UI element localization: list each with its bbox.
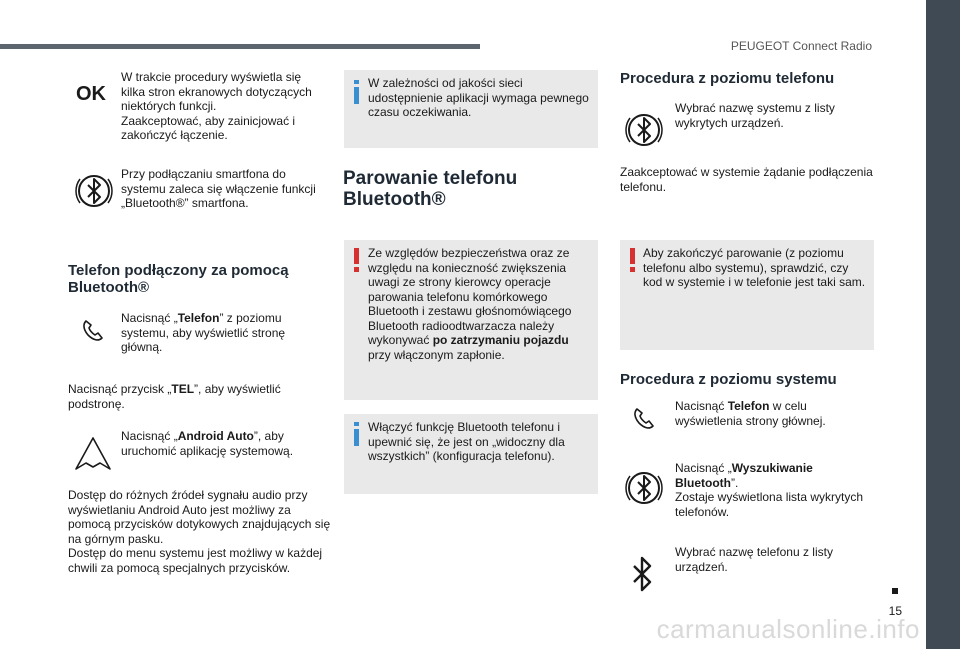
sys1-text: Nacisnąć Telefon w celu wyświetlenia strony głównej. — [675, 399, 826, 428]
sys3-text: Wybrać nazwę telefonu z listy urządzeń. — [675, 545, 833, 574]
continue-marker — [892, 588, 898, 594]
header-title: PEUGEOT Connect Radio — [730, 39, 872, 53]
warning-icon — [352, 248, 362, 272]
phone-accept-text: Zaakceptować w systemie żądanie podłączenia telefonu. — [620, 165, 873, 194]
watermark: carmanualsonline.info — [656, 614, 920, 644]
warning-code-text: Aby zakończyć parowanie (z poziomu telefonu albo systemu), sprawdzić, czy kod w systemie i w telefonie jest taki sam. — [643, 246, 866, 289]
top-accent-bar — [0, 44, 480, 49]
bluetooth-icon — [630, 556, 654, 592]
info-visibility-text: Włączyć funkcję Bluetooth telefonu i upewnić się, że jest on „widoczny dla wszystkich” (konfiguracja telefonu). — [368, 420, 565, 463]
ok-text: W trakcie procedury wyświetla się kilka stron ekranowych dotyczących niektórych funkcji. Zaakceptować, aby zainicjować i zakończyć łączenie. — [121, 70, 312, 142]
tel2-text: Nacisnąć przycisk „TEL”, aby wyświetlić podstronę. — [68, 382, 281, 411]
side-strip — [926, 0, 960, 649]
tel-text: Nacisnąć „Telefon” z poziomu systemu, aby wyświetlić stronę główną. — [121, 311, 286, 354]
sys2-text: Nacisnąć „Wyszukiwanie Bluetooth”. Zostaje wyświetlona lista wykrytych telefonów. — [675, 461, 864, 519]
heading-telefon-bt: Telefon podłączony za pomocą Bluetooth® — [68, 262, 289, 296]
bt-text: Przy podłączaniu smartfona do systemu zaleca się włączenie funkcji „Bluetooth®” smartfona. — [121, 167, 316, 210]
aa-text: Nacisnąć „Android Auto”, aby uruchomić aplikację systemową. — [121, 429, 294, 458]
ok-icon: OK — [76, 83, 106, 105]
bluetooth-icon — [624, 108, 664, 152]
warning-icon — [628, 248, 638, 272]
info-network-text: W zależności od jakości sieci udostępnienie aplikacji wymaga pewnego czasu oczekiwania. — [368, 76, 589, 119]
phone-icon — [80, 318, 106, 344]
heading-parowanie: Parowanie telefonu Bluetooth® — [343, 168, 518, 210]
access-text: Dostęp do różnych źródeł sygnału audio przy wyświetlaniu Android Auto jest możliwy za pomocą przycisków dotykowych znajdujących się na górnym pasku. Dostęp do menu systemu jest możliwy w każdej chwili za pomocą specjalnych przycisków. — [68, 488, 331, 575]
page-number: 15 — [888, 604, 902, 618]
phone-icon — [631, 406, 657, 432]
android-auto-icon — [74, 436, 112, 472]
heading-phone-procedure: Procedura z poziomu telefonu — [620, 70, 835, 87]
info-icon — [352, 80, 362, 104]
bluetooth-icon — [74, 169, 114, 213]
warning-safety-text: Ze względów bezpieczeństwa oraz ze względu na konieczność zwiększenia uwagi ze strony kierowcy operacje parowania telefonu komórkowego Bluetooth i zestawu głośnomówiącego Bluetooth radioodtwarzacza należy wykonywać po zatrzymaniu pojazdu przy włączonym zapłonie. — [368, 246, 572, 362]
phone-step-text: Wybrać nazwę systemu z listy wykrytych urządzeń. — [675, 101, 835, 130]
heading-system-procedure: Procedura z poziomu systemu — [620, 371, 837, 388]
bluetooth-icon — [624, 466, 664, 510]
info-icon — [352, 422, 362, 446]
